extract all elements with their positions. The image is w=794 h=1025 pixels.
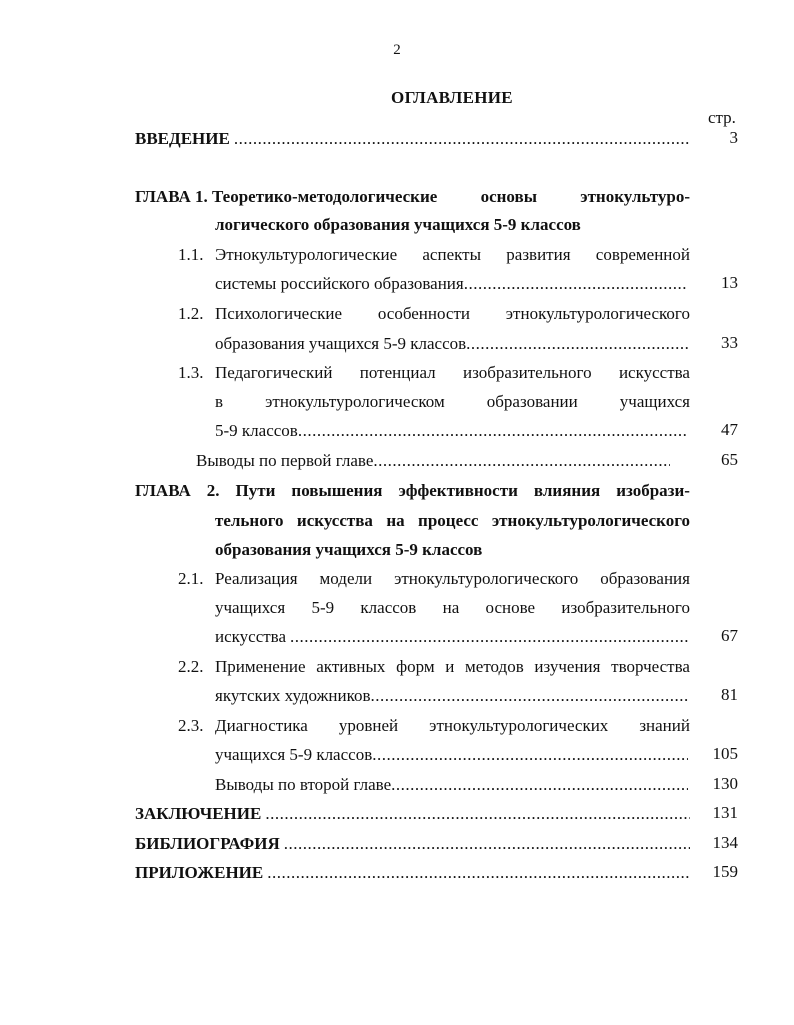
heading-word: эффективности bbox=[398, 481, 518, 500]
toc-entry-2-1-line2[interactable] bbox=[215, 597, 690, 619]
heading-word: Пути bbox=[235, 481, 276, 500]
heading-word: повышения bbox=[291, 481, 383, 500]
entry-word: Диагностика bbox=[215, 716, 308, 735]
toc-title: ОГЛАВЛЕНИЕ bbox=[391, 88, 513, 107]
section-number: 2.2. bbox=[178, 657, 204, 676]
section-number: 1.3. bbox=[178, 363, 204, 382]
entry-word: этнокультурологического bbox=[394, 569, 579, 588]
heading-word: искусства bbox=[296, 511, 373, 530]
toc-page-number: 159 bbox=[712, 862, 738, 881]
entry-word: Этнокультурологические bbox=[215, 245, 398, 264]
toc-entry-2-1-line3[interactable] bbox=[215, 626, 688, 648]
toc-entry-2-3-line2[interactable] bbox=[215, 744, 688, 766]
heading-word: влияния bbox=[533, 481, 601, 500]
entry-word: 5-9 bbox=[311, 598, 335, 617]
entry-text: 5-9 классов bbox=[215, 421, 298, 440]
entry-word: учащихся bbox=[215, 598, 286, 617]
entry-word: Реализация bbox=[215, 569, 298, 588]
entry-text: якутских художников bbox=[215, 686, 371, 705]
entry-text: искусства bbox=[215, 627, 287, 646]
toc-page-number: 131 bbox=[712, 803, 738, 822]
entry-word: образования bbox=[600, 569, 690, 588]
entry-word: классов bbox=[360, 598, 417, 617]
entry-word: в bbox=[215, 392, 224, 411]
chapter-2-heading-line3: образования учащихся 5-9 классов bbox=[215, 540, 483, 559]
page-number: 2 bbox=[393, 42, 401, 58]
entry-word: этнокультурологических bbox=[429, 716, 609, 735]
heading-word: процесс bbox=[418, 511, 479, 530]
entry-word: учащихся bbox=[619, 392, 690, 411]
entry-text: Выводы по второй главе bbox=[215, 775, 392, 794]
chapter-2-heading-line2 bbox=[215, 510, 690, 532]
toc-page-number: 13 bbox=[721, 273, 738, 292]
toc-entry-2-2-line1[interactable] bbox=[215, 656, 690, 678]
entry-word: Психологические bbox=[215, 304, 343, 323]
toc-page-number: 33 bbox=[721, 333, 738, 352]
entry-word: современной bbox=[595, 245, 690, 264]
toc-page-number: 47 bbox=[721, 420, 738, 439]
heading-word: изобрази- bbox=[616, 481, 690, 500]
entry-word: на bbox=[442, 598, 460, 617]
entry-word: форм bbox=[396, 657, 435, 676]
entry-word: особенности bbox=[377, 304, 470, 323]
toc-entry-2-1-line1[interactable] bbox=[215, 568, 690, 590]
entry-word: потенциал bbox=[359, 363, 436, 382]
toc-entry-chapter-2-conclusion[interactable] bbox=[215, 774, 688, 796]
page-column-label: стр. bbox=[708, 108, 736, 127]
section-number: 1.2. bbox=[178, 304, 204, 323]
entry-text: образования учащихся 5-9 классов bbox=[215, 334, 467, 353]
entry-word: уровней bbox=[338, 716, 399, 735]
entry-word: искусства bbox=[618, 363, 690, 382]
entry-word: изучения bbox=[534, 657, 601, 676]
chapter-2-heading-line1[interactable] bbox=[135, 480, 690, 502]
chapter-1-heading-line1[interactable] bbox=[135, 186, 690, 208]
toc-entry-conclusion[interactable] bbox=[135, 803, 690, 825]
section-number: 2.1. bbox=[178, 569, 204, 588]
toc-entry-bibliography[interactable] bbox=[135, 833, 690, 855]
section-number: 2.3. bbox=[178, 716, 204, 735]
entry-word: изобразительного bbox=[462, 363, 592, 382]
entry-word: основе bbox=[485, 598, 536, 617]
entry-word: методов bbox=[465, 657, 524, 676]
toc-page-number: 130 bbox=[712, 774, 738, 793]
toc-page-number: 67 bbox=[721, 626, 738, 645]
heading-word: этнокультуро- bbox=[580, 187, 690, 206]
toc-entry-1-3-line2[interactable] bbox=[215, 391, 690, 413]
entry-word: Педагогический bbox=[215, 363, 333, 382]
toc-entry-appendix[interactable] bbox=[135, 862, 690, 884]
entry-text: Выводы по первой главе bbox=[196, 451, 374, 470]
entry-word: этнокультурологическом bbox=[265, 392, 445, 411]
entry-word: и bbox=[445, 657, 455, 676]
entry-text: ЗАКЛЮЧЕНИЕ bbox=[135, 804, 262, 823]
entry-text: учащихся 5-9 классов bbox=[215, 745, 373, 764]
heading-word: 2. bbox=[206, 481, 220, 500]
entry-word: изобразительного bbox=[561, 598, 690, 617]
entry-word: развития bbox=[506, 245, 571, 264]
entry-text: БИБЛИОГРАФИЯ bbox=[135, 834, 280, 853]
toc-entry-1-3-line3[interactable] bbox=[215, 420, 688, 442]
toc-entry-label: ВВЕДЕНИЕ bbox=[135, 129, 230, 148]
entry-word: образовании bbox=[486, 392, 578, 411]
toc-entry-1-3-line1[interactable] bbox=[215, 362, 690, 384]
entry-text: ПРИЛОЖЕНИЕ bbox=[135, 863, 264, 882]
entry-word: знаний bbox=[639, 716, 690, 735]
heading-word: основы bbox=[480, 187, 537, 206]
toc-page-number: 105 bbox=[712, 744, 738, 763]
toc-entry-1-2-line2[interactable] bbox=[215, 333, 688, 355]
toc-page-number: 3 bbox=[729, 128, 738, 147]
entry-word: творчества bbox=[611, 657, 690, 676]
toc-entry-2-3-line1[interactable] bbox=[215, 715, 690, 737]
heading-word: на bbox=[386, 511, 405, 530]
heading-word: тельного bbox=[215, 511, 284, 530]
toc-entry-intro[interactable] bbox=[135, 128, 690, 150]
heading-word: ГЛАВА 1. Теоретико-методологические bbox=[135, 187, 438, 206]
entry-word: Применение bbox=[215, 657, 306, 676]
entry-word: этнокультурологического bbox=[505, 304, 690, 323]
chapter-1-heading-line2: логического образования учащихся 5-9 классов bbox=[215, 215, 581, 234]
toc-page-number: 81 bbox=[721, 685, 738, 704]
entry-word: аспекты bbox=[422, 245, 482, 264]
heading-word: этнокультурологического bbox=[491, 511, 690, 530]
toc-entry-1-1-line2[interactable] bbox=[215, 273, 688, 295]
toc-entry-1-1-line1[interactable] bbox=[215, 244, 690, 266]
toc-page-number: 65 bbox=[721, 450, 738, 469]
toc-entry-2-2-line2[interactable] bbox=[215, 685, 688, 707]
toc-page-number: 134 bbox=[712, 833, 738, 852]
entry-word: активных bbox=[316, 657, 386, 676]
section-number: 1.1. bbox=[178, 245, 204, 264]
heading-word: ГЛАВА bbox=[135, 481, 191, 500]
toc-entry-1-2-line1[interactable] bbox=[215, 303, 690, 325]
entry-word: модели bbox=[319, 569, 373, 588]
entry-text: системы российского образования bbox=[215, 274, 464, 293]
toc-entry-chapter-1-conclusion[interactable] bbox=[196, 450, 670, 472]
